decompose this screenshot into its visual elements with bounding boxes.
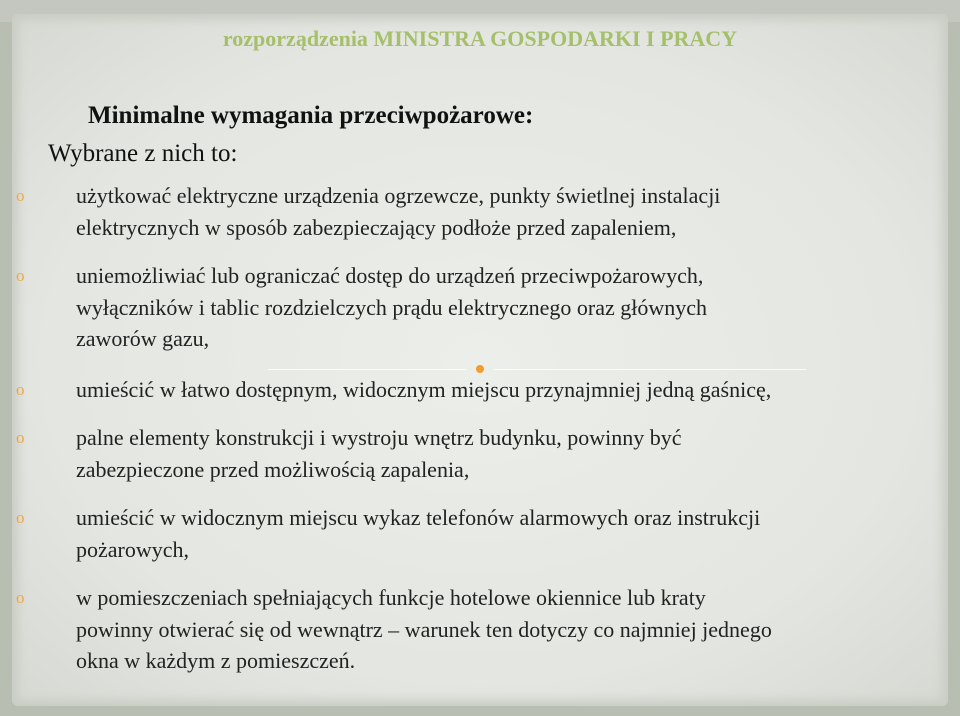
list-item-line: pożarowych, — [76, 536, 190, 562]
bullet-icon: o — [16, 186, 25, 205]
list-item-line: umieścić w widocznym miejscu wykaz telefonów alarmowych oraz instrukcji — [76, 505, 761, 530]
list-item — [16, 422, 682, 485]
divider-dot — [476, 365, 484, 373]
list-item-line: użytkować elektryczne urządzenia ogrzewcze, punkty świetlnej instalacji — [76, 183, 721, 208]
bullet-icon: o — [16, 588, 25, 607]
bullet-icon: o — [16, 380, 25, 399]
list-item-line: w pomieszczeniach spełniających funkcje hotelowe okiennice lub kraty — [76, 585, 706, 610]
list-item — [16, 502, 761, 565]
slide-heading: Minimalne wymagania przeciwpożarowe: — [88, 102, 534, 129]
list-item-line: uniemożliwiać lub ograniczać dostęp do urządzeń przeciwpożarowych, — [76, 263, 704, 288]
list-item — [16, 260, 707, 355]
list-item — [16, 374, 772, 406]
slide-subheading: Wybrane z nich to: — [48, 140, 238, 167]
list-item-line: okna w każdym z pomieszczeń. — [76, 648, 356, 673]
list-item-line: elektrycznych w sposób zabezpieczający podłoże przed zapaleniem, — [76, 214, 677, 240]
list-item — [16, 582, 772, 677]
bullet-icon: o — [16, 508, 25, 527]
bullet-icon: o — [16, 266, 25, 285]
list-item-line: palne elementy konstrukcji i wystroju wnętrz budynku, powinny być — [76, 425, 682, 450]
list-item-line: powinny otwierać się od wewnątrz – warunek ten dotyczy co najmniej jednego — [76, 616, 772, 642]
list-item-line: zabezpieczone przed możliwością zapalenia, — [76, 456, 470, 482]
list-item-line: zaworów gazu, — [76, 326, 210, 351]
list-item-line: wyłączników i tablic rozdzielczych prądu elektrycznego oraz głównych — [76, 294, 707, 320]
divider-left — [268, 369, 466, 370]
divider-right — [494, 369, 806, 370]
list-item — [16, 180, 721, 243]
slide-title: rozporządzenia MINISTRA GOSPODARKI I PRACY — [222, 26, 738, 51]
bullet-icon: o — [16, 428, 25, 447]
list-item-line: umieścić w łatwo dostępnym, widocznym miejscu przynajmniej jedną gaśnicę, — [76, 377, 772, 402]
